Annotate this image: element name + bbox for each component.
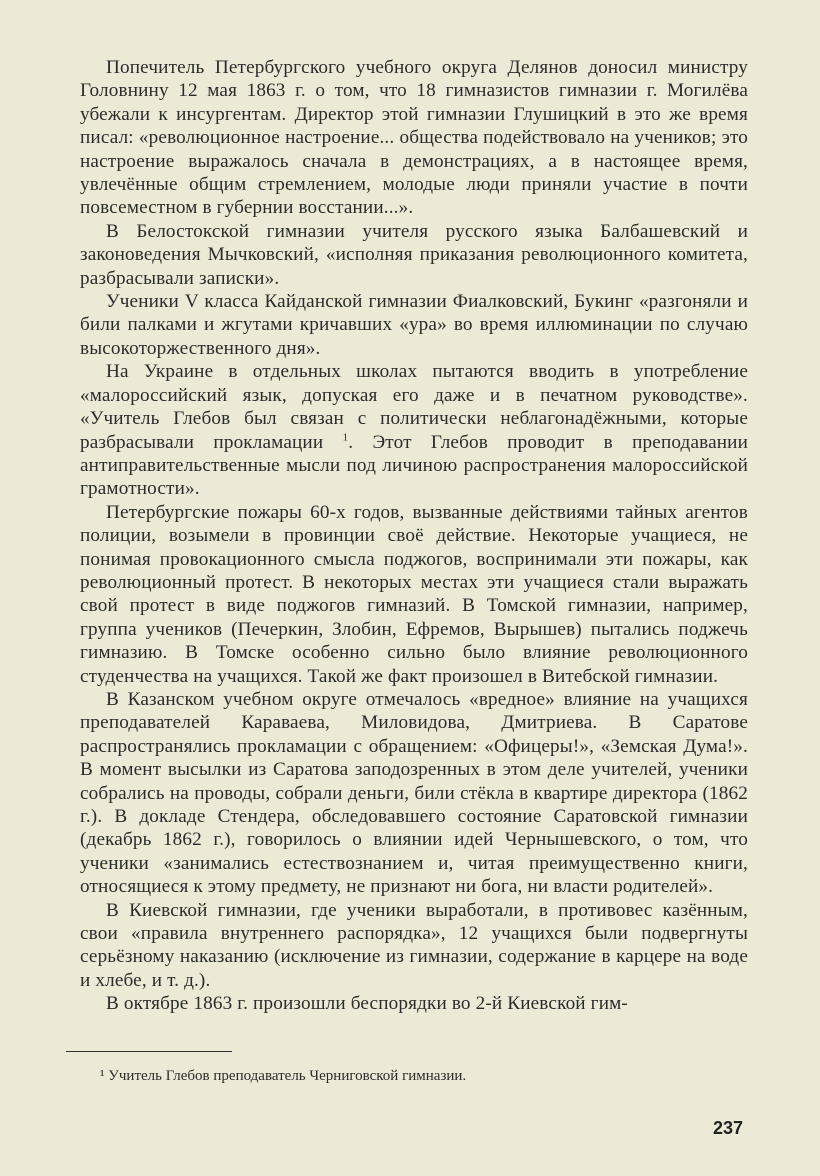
paragraph: В Казанском учебном округе отмечалось «вредное» влияние на учащихся преподавателей Караваева, Миловидова, Дмитриева. В Саратове распространялись прокламации с обращением: «Офицеры!», «Земская Дума!». В момент высылки из Саратова заподозренных в этом деле учителей, ученики собрались на проводы, собрали деньги, били стёкла в квартире директора (1862 г.). В докладе Стендера, обследовавшего состояние Саратовской гимназии (декабрь 1862 г.), говорилось о влиянии идей Чернышевского, о том, что ученики «занимались естествознанием и, читая преимущественно книги, относящиеся к этому предмету, не признают ни бога, ни власти родителей». [80, 688, 748, 898]
paragraph: Петербургские пожары 60-х годов, вызванные действиями тайных агентов полиции, возымели в провинции своё действие. Некоторые учащиеся, не понимая провокационного смысла поджогов, воспринимали эти пожары, как революционный протест. В некоторых местах эти учащиеся стали выражать свой протест в виде поджогов гимназий. В Томской гимназии, например, группа учеников (Печеркин, Злобин, Ефремов, Вырышев) пытались поджечь гимназию. В Томске особенно сильно было влияние революционного студенчества на учащихся. Такой же факт произошел в Витебской гимназии. [80, 501, 748, 687]
paragraph-text: На Украине в отдельных школах пытаются вводить в употребление «малороссийский язык, допуская его даже и в печатном руководстве». «Учитель Глебов был связан с политически неблагонадёжными, которые разбрасывали прокламации [80, 361, 748, 453]
paragraph: В октябре 1863 г. произошли беспорядки во 2-й Киевской гим- [106, 993, 628, 1015]
paragraph: Ученики V класса Кайданской гимназии Фиалковский, Букинг «разгоняли и били палками и жгутами кричавших «ура» во время иллюминации по случаю высокоторжественного дня». [80, 291, 748, 359]
paragraph: Попечитель Петербургского учебного округа Делянов доносил министру Головнину 12 мая 1863 г. о том, что 18 гимназистов гимназии г. Могилёва убежали к инсургентам. Директор этой гимназии Глушицкий в это же время писал: «революционное настроение... общества подействовало на учеников; это настроение выражалось сначала в демонстрациях, а в настоящее время, увлечённые общим стремлением, молодые люди приняли участие в почти повсеместном в губернии восстании...». [80, 57, 748, 219]
page-number: 237 [713, 1118, 744, 1138]
body-text [80, 56, 748, 1016]
footnote-divider [66, 1051, 232, 1052]
footnote-marker[interactable]: 1 [342, 431, 349, 444]
paragraph-text-tail: . Этот Глебов проводит в преподавании антиправительственные мысли под личиною распространения малороссийской грамотности». [80, 431, 749, 500]
paragraph: В Киевской гимназии, где ученики выработали, в противовес казённым, свои «правила внутреннего распорядка», 12 учащихся были подвергнуты серьёзному наказанию (исключение из гимназии, содержание в карцере на воде и хлебе, и т. д.). [80, 899, 748, 991]
footnote: ¹ Учитель Глебов преподаватель Черниговской гимназии. [100, 1068, 467, 1084]
paragraph-with-footnote [80, 360, 748, 500]
paragraph: В Белостокской гимназии учителя русского языка Балбашевский и законоведения Мычковский, «исполняя приказания революционного комитета, разбрасывали записки». [80, 220, 748, 289]
